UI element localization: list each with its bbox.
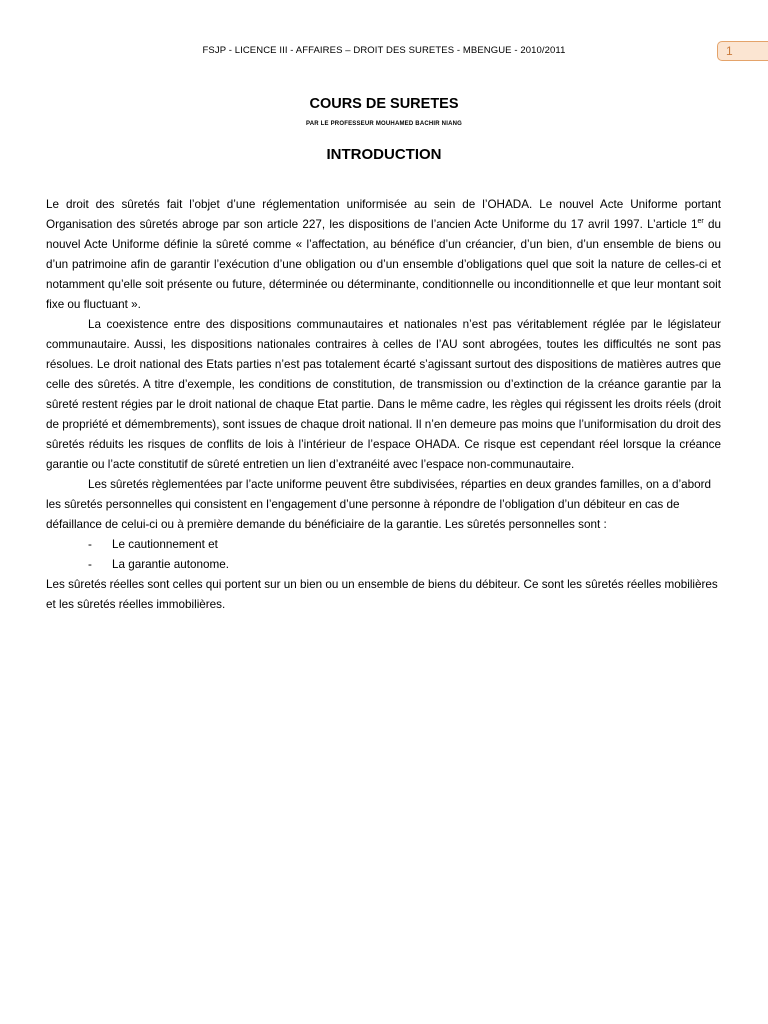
paragraph-classification: Les sûretés règlementées par l’acte uniforme peuvent être subdivisées, réparties en deux grandes familles, on a d’abord les sûretés personnelles qui consistent en l’engagement d’une personne à répondre de l’obligation d’un débiteur en cas de défaillance de celui-ci ou à première demande du bénéficiaire de la garantie. Les sûretés personnelles sont : (46, 478, 712, 531)
superscript: er (697, 218, 704, 226)
paragraph-text: du nouvel Acte Uniforme définie la sûreté comme « l’affectation, au bénéfice d’un créancier, d’un bien, d’un ensemble de biens ou d’un patrimoine afin de garantir l’exécution d’une obligation ou d’un ensemble d’obligations quel que soit la nature de celles-ci et notamment qu’elle soit présente ou future, déterminée ou déterminante, conditionnelle ou inconditionnelle et que leur montant soit fixe ou fluctuant ». (46, 218, 721, 311)
author-line: PAR LE PROFESSEUR MOUHAMED BACHIR NIANG (305, 121, 463, 127)
paragraph-definition (46, 195, 721, 315)
running-header: FSJP - LICENCE III - AFFAIRES – DROIT DES SURETES - MBENGUE - 2010/2011 (202, 45, 566, 56)
page-number-tab (717, 41, 768, 61)
section-heading: INTRODUCTION (326, 146, 442, 163)
paragraph-coexistence: La coexistence entre des dispositions communautaires et nationales n’est pas véritablement réglée par le législateur communautaire. Aussi, les dispositions nationales contraires à celles de l’AU sont abrogées, toutes les difficultés ne sont pas résolues. Le droit national des Etats parties n’est pas totalement écarté s’agissant surtout des dispositions de matières autres que celle des sûretés. A titre d’exemple, les conditions de constitution, de transmission ou d’extinction de la créance garantie par la sûreté restent régies par le droit national de chaque Etat partie. Dans le même cadre, les règles qui régissent les droits réels (droit de propriété et démembrements), sont issues de chaque droit national. Il n’en demeure pas moins que l’uniformisation du droit des sûretés réduits les risques de conflits de lois à l’intérieur de l’espace OHADA. Ce risque est cependant réel lorsque la créance garantie ou l’acte constitutif de sûreté entretien un lien d’extranéité avec l’espace non-communautaire. (46, 318, 722, 471)
page-number: 1 (726, 44, 733, 58)
paragraph-text: Le droit des sûretés fait l’objet d’une réglementation uniformisée au sein de l’OHADA. Le nouvel Acte Uniforme portant Organisation des sûretés abroge par son article 227, les dispositions de l’ancien Acte Uniforme du 17 avril 1997. L’article 1 (46, 198, 721, 231)
list-item-text: Le cautionnement et (112, 538, 218, 551)
paragraph-real-securities: Les sûretés réelles sont celles qui portent sur un bien ou un ensemble de biens du débiteur. Ce sont les sûretés réelles mobilières et les sûretés réelles immobilières. (46, 578, 718, 611)
list-item (46, 555, 721, 575)
document-body (46, 195, 721, 615)
list-item (46, 535, 721, 555)
list-dash: - (88, 558, 92, 571)
personal-securities-list (46, 535, 721, 575)
list-dash: - (88, 538, 92, 551)
document-title: COURS DE SURETES (309, 96, 459, 112)
list-item-text: La garantie autonome. (112, 558, 229, 571)
